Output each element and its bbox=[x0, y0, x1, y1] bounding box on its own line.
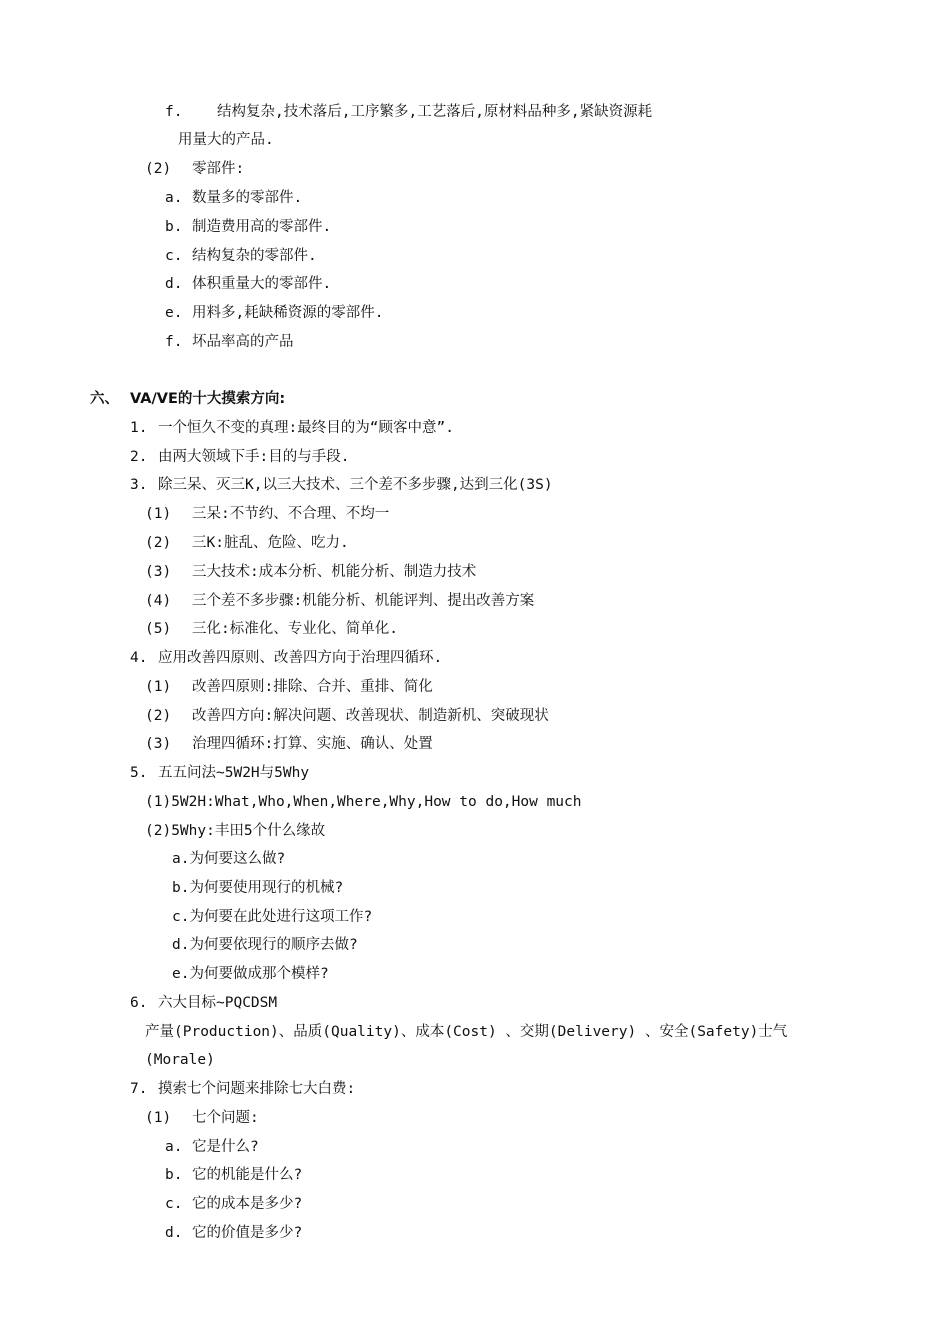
heading-number: 六、 bbox=[90, 391, 119, 407]
item-marker: b. bbox=[165, 219, 183, 235]
item-marker: (2) bbox=[145, 161, 172, 177]
item-marker: 6. bbox=[130, 995, 148, 1011]
item-marker: c. bbox=[165, 1196, 183, 1212]
item-text: 六大目标~PQCDSM bbox=[158, 995, 278, 1011]
item-marker: c. bbox=[165, 248, 183, 264]
item-marker: 4. bbox=[130, 650, 148, 666]
item-marker: 3. bbox=[130, 477, 148, 493]
item-text: 结构复杂,技术落后,工序繁多,工艺落后,原材料品种多,紧缺资源耗 bbox=[217, 104, 653, 120]
item-marker: 2. bbox=[130, 449, 148, 465]
item-text: 治理四循环:打算、实施、确认、处置 bbox=[192, 736, 433, 752]
item-text: 三呆:不节约、不合理、不均一 bbox=[192, 506, 390, 522]
item-marker: f. bbox=[165, 334, 183, 350]
heading-text: VA/VE的十大摸索方向: bbox=[130, 391, 286, 407]
item-marker: (3) bbox=[145, 736, 172, 752]
item-text: 七个问题: bbox=[192, 1110, 259, 1126]
item-text: 用量大的产品. bbox=[178, 132, 274, 148]
item-text: e.为何要做成那个模样? bbox=[172, 966, 329, 982]
item-text: (2)5Why:丰田5个什么缘故 bbox=[145, 823, 326, 839]
item-text: 三大技术:成本分析、机能分析、制造力技术 bbox=[192, 564, 477, 580]
item-marker: d. bbox=[165, 276, 183, 292]
item-marker: (1) bbox=[145, 679, 172, 695]
item-text: 体积重量大的零部件. bbox=[192, 276, 332, 292]
item-text: 坏品率高的产品 bbox=[192, 334, 294, 350]
item-text: 它的价值是多少? bbox=[192, 1225, 303, 1241]
item-text: 三化:标准化、专业化、简单化. bbox=[192, 621, 398, 637]
item-marker: a. bbox=[165, 1139, 183, 1155]
item-text: 它是什么? bbox=[192, 1139, 259, 1155]
item-text: 应用改善四原则、改善四方向于治理四循环. bbox=[158, 650, 443, 666]
item-text: 摸索七个问题来排除七大白费: bbox=[158, 1081, 356, 1097]
item-marker: d. bbox=[165, 1225, 183, 1241]
item-text: d.为何要依现行的顺序去做? bbox=[172, 937, 358, 953]
item-marker: (1) bbox=[145, 506, 172, 522]
item-marker: 5. bbox=[130, 765, 148, 781]
item-text: 数量多的零部件. bbox=[192, 190, 303, 206]
item-text: 三个差不多步骤:机能分析、机能评判、提出改善方案 bbox=[192, 593, 535, 609]
item-text: c.为何要在此处进行这项工作? bbox=[172, 909, 373, 925]
item-text: a.为何要这么做? bbox=[172, 851, 286, 867]
item-marker: b. bbox=[165, 1167, 183, 1183]
item-marker: (5) bbox=[145, 621, 172, 637]
item-text: 由两大领域下手:目的与手段. bbox=[158, 449, 350, 465]
item-marker: (2) bbox=[145, 708, 172, 724]
item-marker: a. bbox=[165, 190, 183, 206]
item-text: (1)5W2H:What,Who,When,Where,Why,How to do,How much bbox=[145, 794, 582, 810]
item-marker: f. bbox=[165, 104, 183, 120]
item-text: 一个恒久不变的真理:最终目的为“顾客中意”. bbox=[158, 420, 454, 436]
item-text: 改善四方向:解决问题、改善现状、制造新机、突破现状 bbox=[192, 708, 549, 724]
item-text: 结构复杂的零部件. bbox=[192, 248, 317, 264]
item-marker: 1. bbox=[130, 420, 148, 436]
item-text: 它的机能是什么? bbox=[192, 1167, 303, 1183]
item-text: 除三呆、灭三K,以三大技术、三个差不多步骤,达到三化(3S) bbox=[158, 477, 553, 493]
item-marker: 7. bbox=[130, 1081, 148, 1097]
item-text: 它的成本是多少? bbox=[192, 1196, 303, 1212]
item-text: 产量(Production)、品质(Quality)、成本(Cost) 、交期(Delivery) 、安全(Safety)士气 bbox=[145, 1024, 788, 1040]
item-marker: (1) bbox=[145, 1110, 172, 1126]
item-marker: (2) bbox=[145, 535, 172, 551]
item-text: 五五问法~5W2H与5Why bbox=[158, 765, 310, 781]
item-marker: e. bbox=[165, 305, 183, 321]
item-text: 改善四原则:排除、合并、重排、简化 bbox=[192, 679, 433, 695]
item-text: (Morale) bbox=[145, 1052, 215, 1068]
item-marker: (4) bbox=[145, 593, 172, 609]
item-text: 制造费用高的零部件. bbox=[192, 219, 332, 235]
item-text: 三K:脏乱、危险、吃力. bbox=[192, 535, 349, 551]
item-text: b.为何要使用现行的机械? bbox=[172, 880, 344, 896]
item-text: 零部件: bbox=[192, 161, 245, 177]
item-text: 用料多,耗缺稀资源的零部件. bbox=[192, 305, 384, 321]
item-marker: (3) bbox=[145, 564, 172, 580]
